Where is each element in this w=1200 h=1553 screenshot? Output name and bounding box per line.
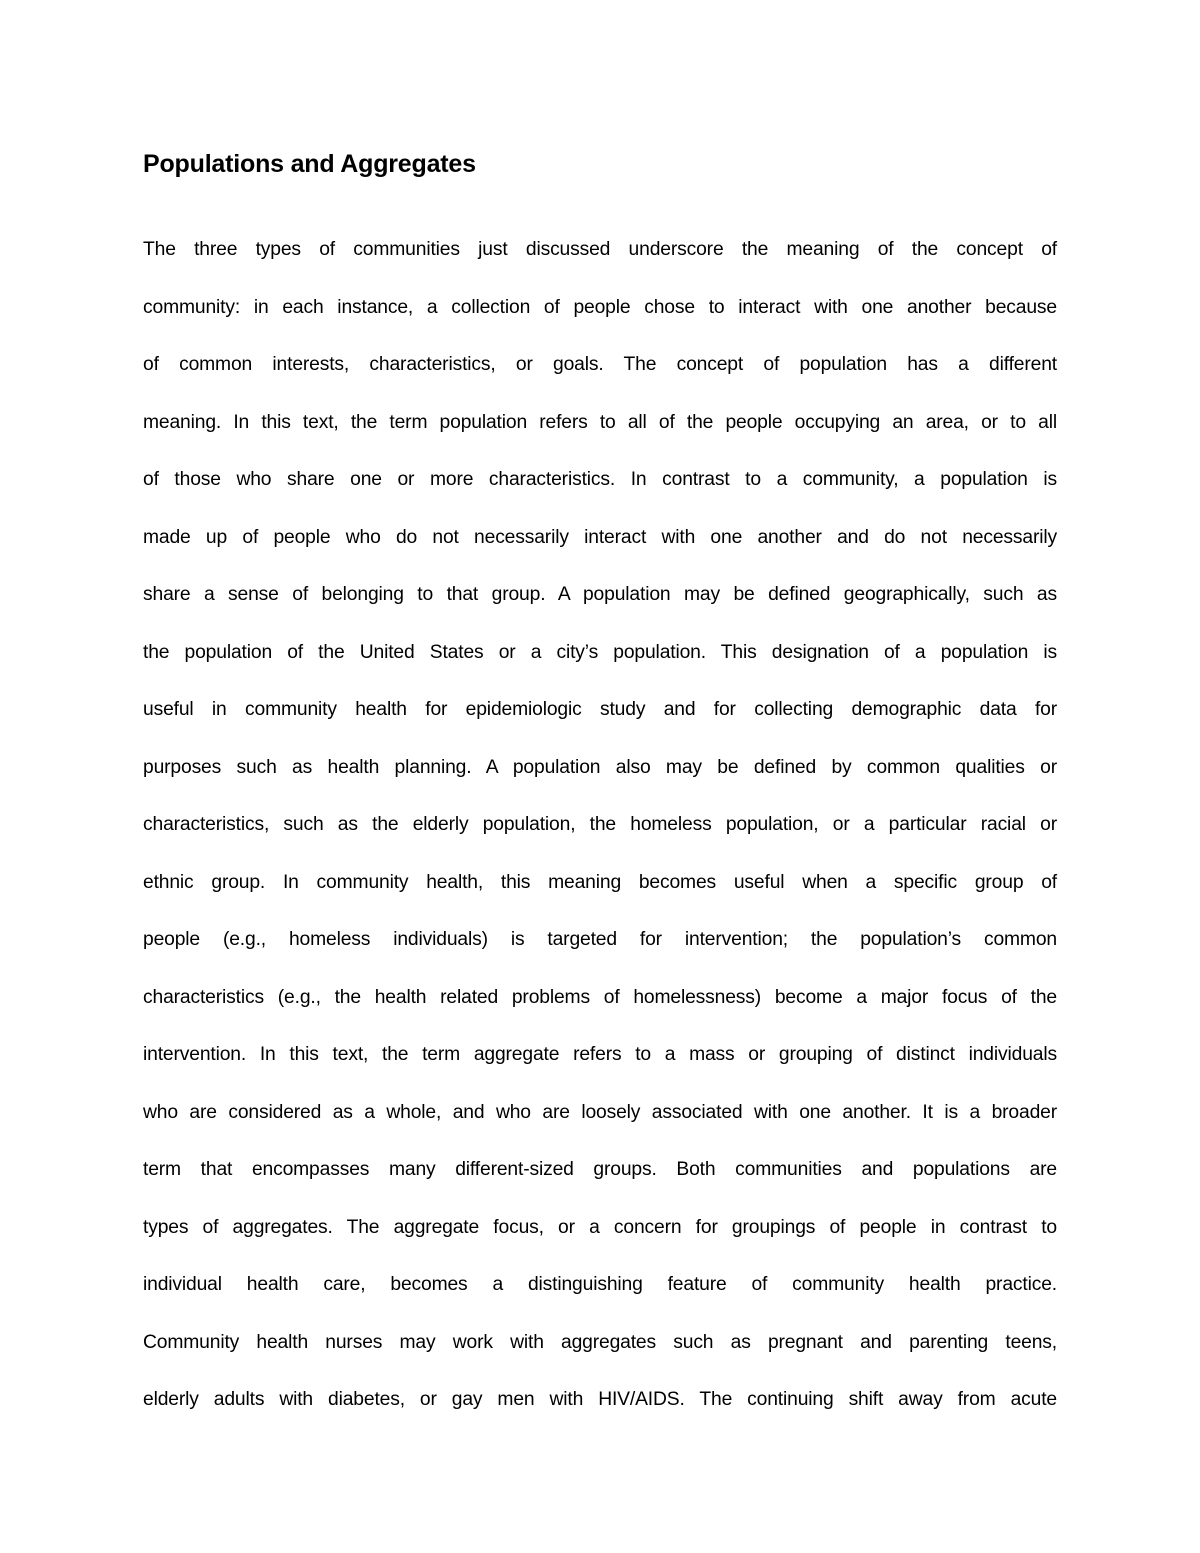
document-body (143, 231, 1057, 1439)
body-line-10: purposes such as health planning. A population also may be defined by common qualities or (143, 756, 1057, 778)
body-line-16: who are considered as a whole, and who are loosely associated with one another. It is a broader (143, 1101, 1057, 1123)
body-line-3: of common interests, characteristics, or goals. The concept of population has a different (143, 354, 1057, 375)
body-line-1: The three types of communities just discussed underscore the meaning of the concept of (143, 239, 1057, 260)
body-line-5: of those who share one or more characteristics. In contrast to a community, a population is (143, 469, 1057, 490)
body-line-4: meaning. In this text, the term population refers to all of the people occupying an area, or to all (143, 411, 1057, 433)
body-line-8: the population of the United States or a city’s population. This designation of a population is (143, 641, 1057, 663)
body-line-9: useful in community health for epidemiologic study and for collecting demographic data for (143, 699, 1057, 720)
body-line-15: intervention. In this text, the term aggregate refers to a mass or grouping of distinct individuals (143, 1044, 1057, 1065)
body-line-17: term that encompasses many different-sized groups. Both communities and populations are (143, 1159, 1057, 1180)
body-line-18: types of aggregates. The aggregate focus, or a concern for groupings of people in contrast to (143, 1216, 1057, 1238)
body-line-6: made up of people who do not necessarily interact with one another and do not necessarily (143, 526, 1057, 548)
body-line-19: individual health care, becomes a distinguishing feature of community health practice. (143, 1274, 1057, 1295)
body-line-21: elderly adults with diabetes, or gay men with HIV/AIDS. The continuing shift away from acute (143, 1389, 1057, 1410)
body-line-11: characteristics, such as the elderly population, the homeless population, or a particular racial or (143, 814, 1057, 835)
body-line-7: share a sense of belonging to that group. A population may be defined geographically, such as (143, 584, 1057, 605)
body-line-14: characteristics (e.g., the health related problems of homelessness) become a major focus of the (143, 986, 1057, 1008)
body-line-13: people (e.g., homeless individuals) is targeted for intervention; the population’s common (143, 929, 1057, 950)
body-line-12: ethnic group. In community health, this meaning becomes useful when a specific group of (143, 871, 1057, 893)
body-line-20: Community health nurses may work with aggregates such as pregnant and parenting teens, (143, 1331, 1057, 1353)
document-title: Populations and Aggregates (143, 150, 476, 178)
body-line-2: community: in each instance, a collection of people chose to interact with one another because (143, 296, 1057, 318)
